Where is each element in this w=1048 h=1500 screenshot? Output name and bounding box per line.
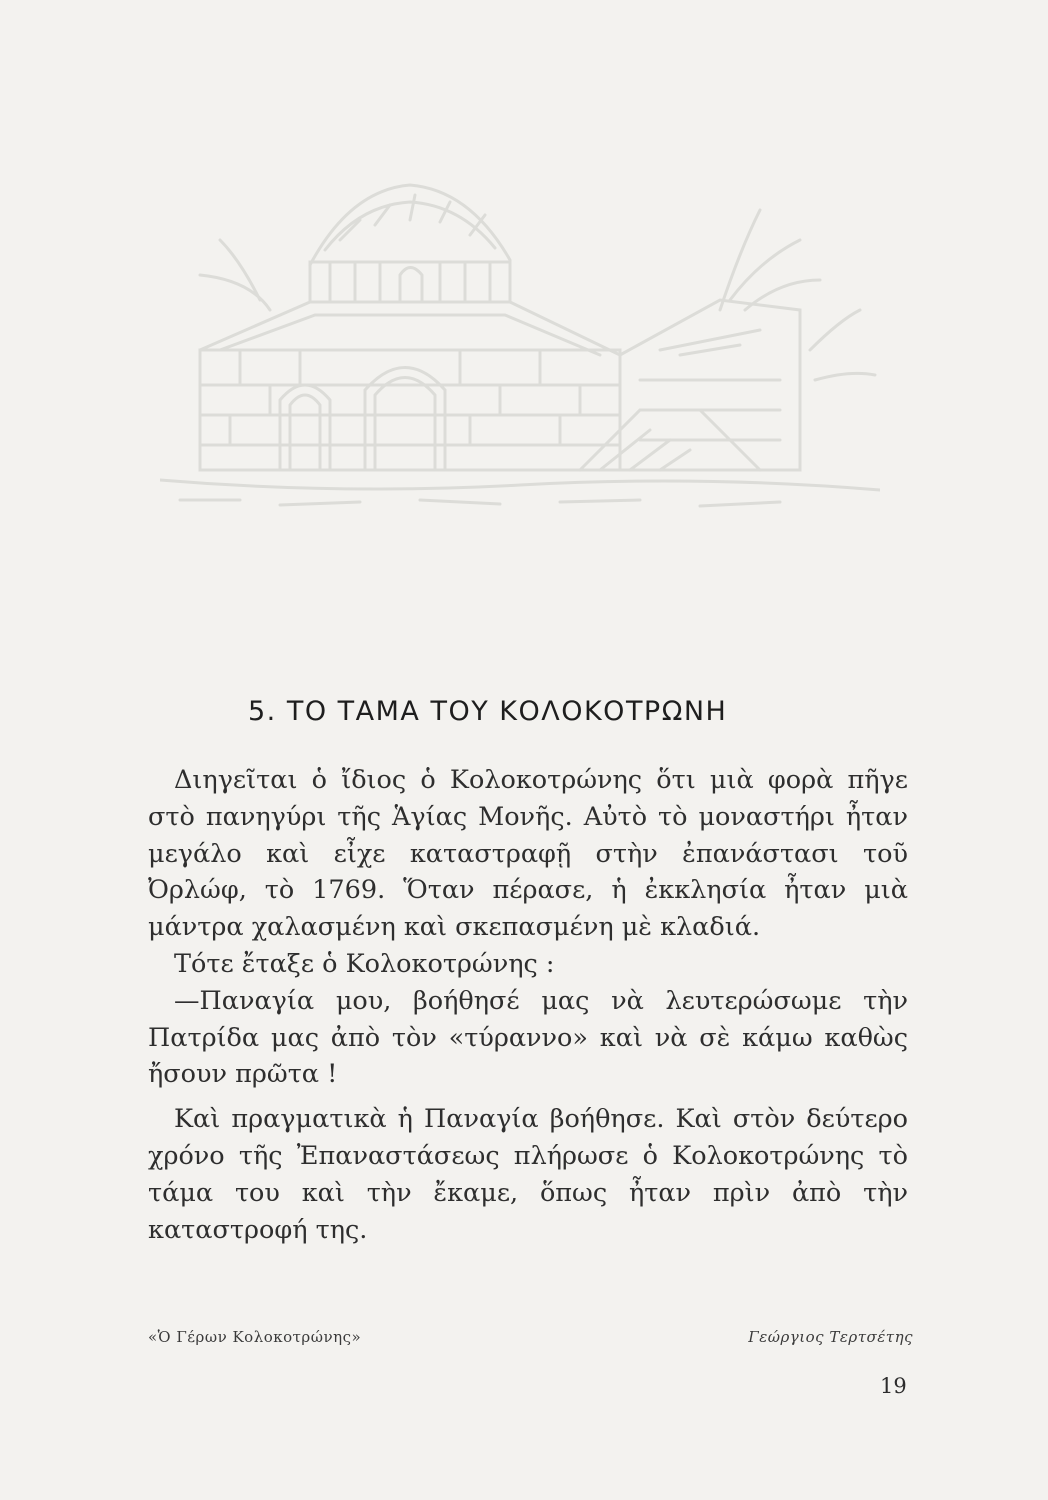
paragraph-prayer: —Παναγία μου, βοήθησέ μας νὰ λευτερώσωμε τὴν Πατρίδα μας ἀπὸ τὸν «τύραννο» καὶ νὰ σὲ κάμω καθὼς ἤσουν πρῶτα ! (148, 985, 908, 1090)
story-text (148, 762, 908, 1248)
paragraph-fulfilment: Καὶ πραγματικὰ ἡ Παναγία βοήθησε. Καὶ στὸν δεύτερο χρόνο τῆς Ἐπαναστάσεως πλήρωσε ὁ Κολοκοτρώνης τὸ τάμα του καὶ τὴν ἔκαμε, ὅπως ἦταν πρὶν ἀπὸ τὴν καταστροφή της. (148, 1104, 908, 1245)
source-author: Γεώργιος Τερτσέτης (748, 1328, 913, 1346)
paragraph-intro: Διηγεῖται ὁ ἴδιος ὁ Κολοκοτρώνης ὅτι μιὰ φορὰ πῆγε στὸ πανηγύρι τῆς Ἁγίας Μονῆς. Αὐτὸ τὸ μοναστήρι ἦταν μεγάλο καὶ εἶχε καταστραφῇ στὴν ἐπανάστασι τοῦ Ὀρλώφ, τὸ 1769. Ὅταν πέρασε, ἡ ἐκκλησία ἦταν μιὰ μάντρα χαλασμένη καὶ σκεπασμένη μὲ κλαδιά. (148, 765, 908, 943)
paragraph-vow-intro: Τότε ἔταξε ὁ Κολοκοτρώνης : (174, 948, 555, 979)
chapter-title: 5. ΤΟ ΤΑΜΑ ΤΟΥ ΚΟΛΟΚΟΤΡΩΝΗ (248, 696, 728, 727)
chapel-illustration (160, 150, 880, 530)
page-number: 19 (880, 1374, 907, 1398)
source-title: «Ὁ Γέρων Κολοκοτρώνης» (148, 1328, 362, 1346)
